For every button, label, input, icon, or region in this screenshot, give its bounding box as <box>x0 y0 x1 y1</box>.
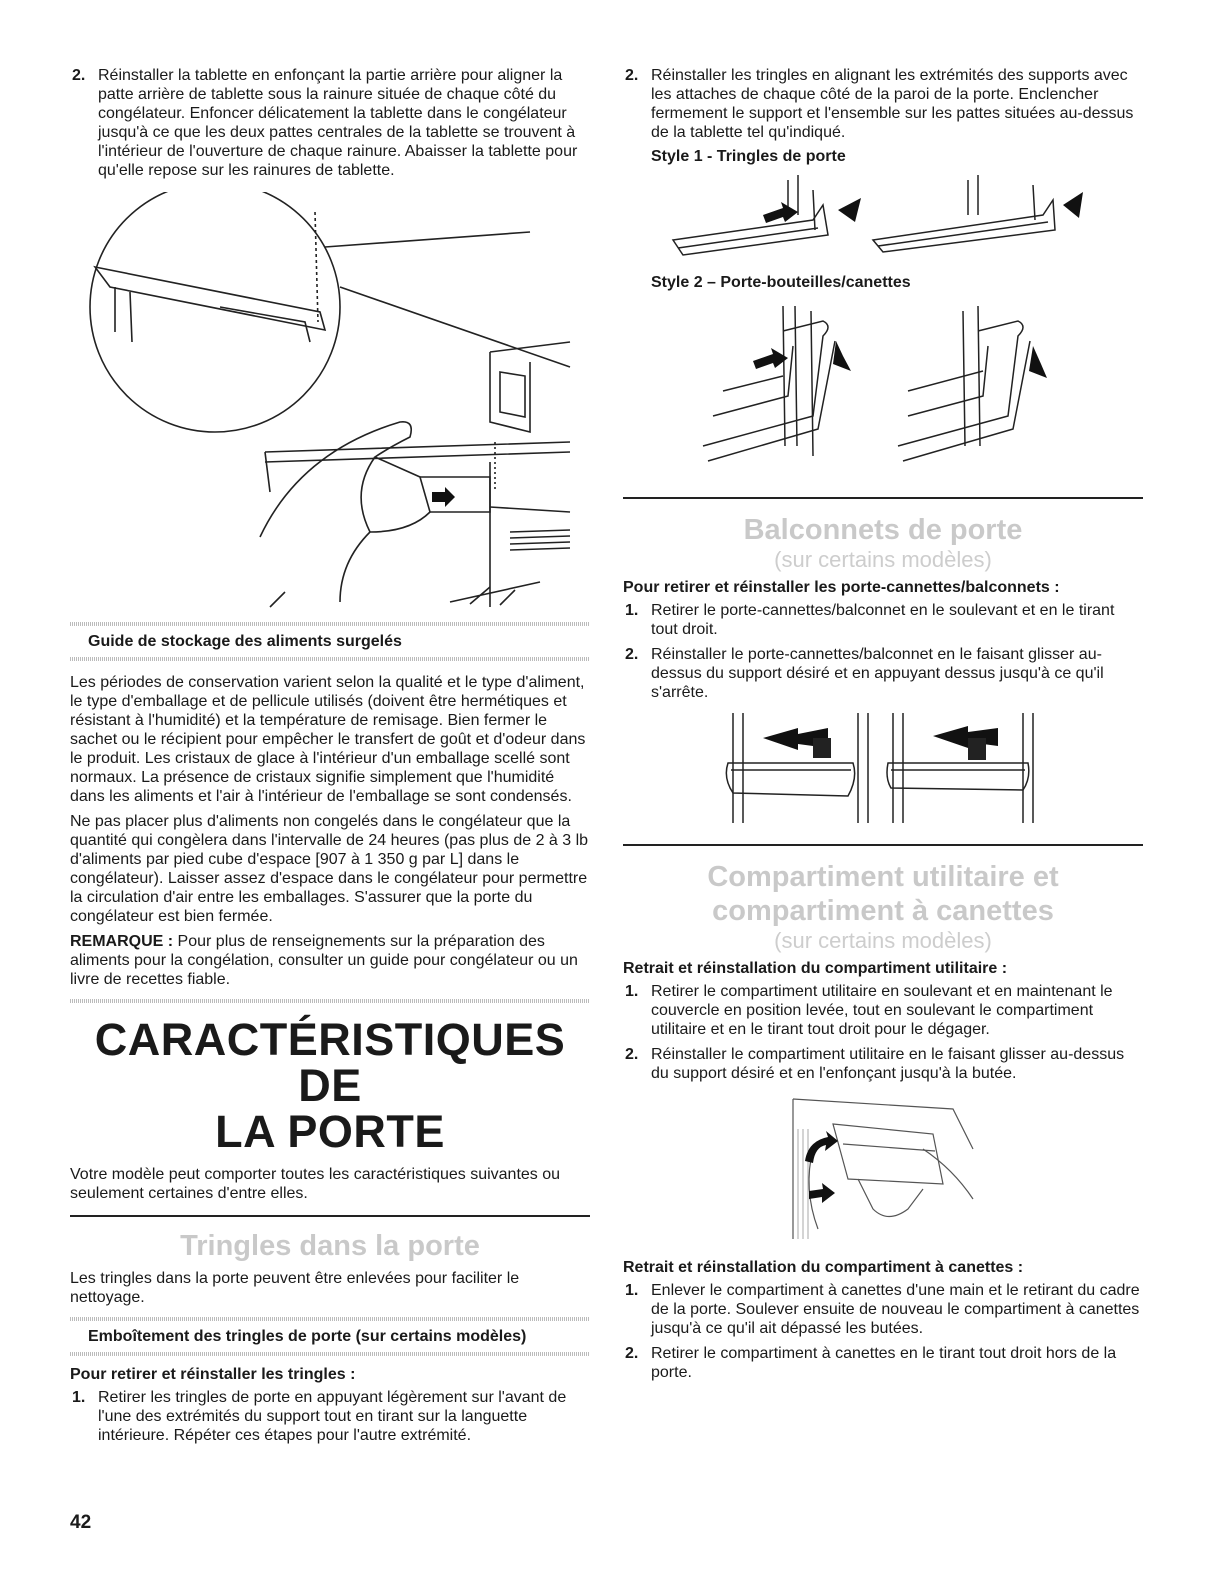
remarque-label: REMARQUE : <box>70 933 174 950</box>
list-item <box>623 982 1143 1039</box>
divider <box>70 1215 590 1217</box>
step-text: Retirer le compartiment à canettes en le tirant tout droit hors de la porte. <box>651 1345 1117 1381</box>
compartiment-title <box>623 860 1143 928</box>
list-item <box>623 1281 1143 1338</box>
step-number: 2. <box>625 1345 639 1362</box>
shelf-steps <box>70 66 590 180</box>
divider <box>70 657 590 661</box>
step-text: Enlever le compartiment à canettes d'une main et le retirant du cadre de la porte. Soulever ensuite de nouveau le compartiment à canettes jusqu'à ce qu'il ait dépassé les butées. <box>651 1282 1140 1337</box>
section-title <box>70 1014 590 1157</box>
step-number: 1. <box>625 983 639 1000</box>
freezer-shelf-illustration <box>70 192 590 612</box>
step-text: Réinstaller le porte-cannettes/balconnet en le faisant glisser au-dessus du support désiré et en appuyant dessus jusqu'à ce qu'il s'arrête. <box>651 646 1104 701</box>
canettes-heading: Retrait et réinstallation du compartiment à canettes : <box>623 1259 1024 1276</box>
retirer-heading: Pour retirer et réinstaller les tringles : <box>70 1366 356 1383</box>
section-title-line-2: LA PORTE <box>215 1106 445 1157</box>
step-number: 1. <box>625 602 639 619</box>
reinstall-steps <box>623 66 1143 142</box>
list-item <box>623 601 1143 639</box>
step-number: 2. <box>625 1046 639 1063</box>
guide-paragraph-1: Les périodes de conservation varient selon la qualité et le type d'aliment, le type d'emballage et de pellicule utilisés (doivent être hermétiques et résistant à l'humidité) et la température de remisage. Bien fermer le sachet ou le récipient pour empêcher le transfert de goût et d'odeur dans le produit. Les cristaux de glace à l'intérieur d'un emballage scellé sont normaux. La présence de cristaux signifie simplement que l'humidité dans les aliments et l'air à l'intérieur de l'emballage se sont condensés. <box>70 674 586 805</box>
emboitement-heading: Emboîtement des tringles de porte (sur certains modèles) <box>88 1328 527 1345</box>
step-number: 2. <box>72 67 86 84</box>
door-bin-illustration <box>623 708 1143 828</box>
remarque-text: Pour plus de renseignements sur la préparation des aliments pour la congélation, consulter un guide pour congélateur ou un livre de recettes fiable. <box>70 933 578 988</box>
balconnets-steps <box>623 601 1143 702</box>
step-text: Retirer le porte-cannettes/balconnet en le soulevant et en le tirant tout droit. <box>651 602 1115 638</box>
compartiment-title-line-2: compartiment à canettes <box>712 895 1054 927</box>
step-text: Réinstaller les tringles en alignant les extrémités des supports avec les attaches de chaque côté de la paroi de la porte. Enclencher fermement le support et l'ensemble sur les pattes situées au-dessus de la tablette tel qu'indiqué. <box>651 67 1134 141</box>
divider <box>70 999 590 1003</box>
compartiment-subtitle: (sur certains modèles) <box>774 928 992 953</box>
balconnets-subtitle: (sur certains modèles) <box>774 547 992 572</box>
canettes-steps <box>623 1281 1143 1382</box>
compartiment-title-line-1: Compartiment utilitaire et <box>707 861 1059 893</box>
balconnets-title: Balconnets de porte <box>743 514 1023 546</box>
guide-heading: Guide de stockage des aliments surgelés <box>88 633 402 650</box>
divider <box>623 497 1143 499</box>
style2-label: Style 2 – Porte-bouteilles/canettes <box>651 274 911 291</box>
page-number: 42 <box>70 1512 92 1533</box>
list-item <box>623 645 1143 702</box>
utility-compartment-illustration <box>623 1089 1143 1249</box>
list-item <box>70 1388 590 1445</box>
right-column <box>623 66 1143 1388</box>
list-item <box>70 66 590 180</box>
list-item <box>623 66 1143 142</box>
tringles-steps <box>70 1388 590 1445</box>
bottle-holder-style2-illustration <box>623 296 1143 481</box>
tringles-text: Les tringles dans la porte peuvent être enlevées pour faciliter le nettoyage. <box>70 1270 520 1306</box>
guide-paragraph-2: Ne pas placer plus d'aliments non congelés dans le congélateur que la quantité qui congèlera dans l'intervalle de 24 heures (pas plus de 2 à 3 lb d'aliments par pied cube d'espace [907 à 1 350 g par L] dans le congélateur). Laisser assez d'espace dans le congélateur pour permettre la circulation d'air entre les emballages. S'assurer que la porte du congélateur est bien fermée. <box>70 813 589 925</box>
balconnets-heading: Pour retirer et réinstaller les porte-cannettes/balconnets : <box>623 579 1060 596</box>
divider <box>623 844 1143 846</box>
style1-label: Style 1 - Tringles de porte <box>651 148 846 165</box>
step-number: 1. <box>625 1282 639 1299</box>
divider <box>70 1352 590 1356</box>
section-title-line-1: CARACTÉRISTIQUES DE <box>94 1014 566 1111</box>
step-text: Retirer le compartiment utilitaire en soulevant et en maintenant le couvercle en position levée, tout en soulevant le compartiment utilitaire et en le tirant tout droit pour le dégager. <box>651 983 1113 1038</box>
step-text: Réinstaller la tablette en enfonçant la partie arrière pour aligner la patte arrière de tablette sous la rainure située de chaque côté du congélateur. Enfoncer délicatement la tablette dans le congélateur jusqu'à ce que les deux pattes centrales de la tablette se trouvent à l'intérieur de l'ouverture de chaque rainure. Abaisser la tablette pour qu'elle repose sur les rainures de tablette. <box>98 67 578 179</box>
list-item <box>623 1045 1143 1083</box>
door-rail-style1-illustration <box>623 170 1143 270</box>
utilitaire-steps <box>623 982 1143 1083</box>
step-number: 2. <box>625 67 639 84</box>
intro-text: Votre modèle peut comporter toutes les caractéristiques suivantes ou seulement certaines d'entre elles. <box>70 1166 561 1202</box>
step-number: 2. <box>625 646 639 663</box>
step-text: Réinstaller le compartiment utilitaire en le faisant glisser au-dessus du support désiré et en l'enfonçant jusqu'à la butée. <box>651 1046 1125 1082</box>
left-column <box>70 66 590 1451</box>
step-text: Retirer les tringles de porte en appuyant légèrement sur l'avant de l'une des extrémités du support tout en tirant sur la languette intérieure. Répéter ces étapes pour l'autre extrémité. <box>98 1389 567 1444</box>
tringles-title: Tringles dans la porte <box>180 1230 480 1262</box>
utilitaire-heading: Retrait et réinstallation du compartiment utilitaire : <box>623 960 1008 977</box>
list-item <box>623 1344 1143 1382</box>
remarque-paragraph <box>70 932 590 989</box>
step-number: 1. <box>72 1389 86 1406</box>
